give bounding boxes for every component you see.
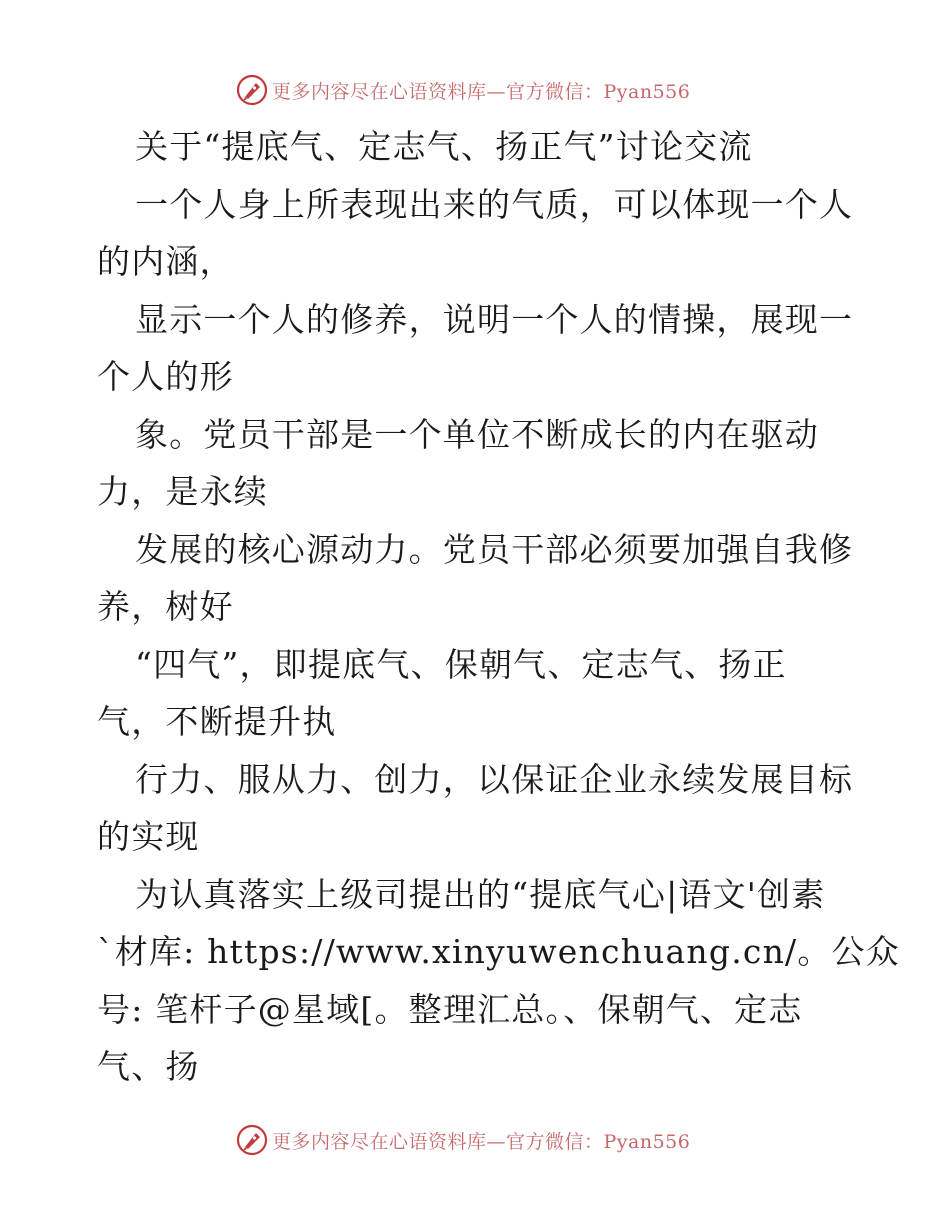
footer-watermark <box>236 1123 690 1157</box>
text-line: 力，是永续 <box>97 472 268 511</box>
text-line: 显示一个人的修养，说明一个人的情操，展现一 <box>135 299 854 339</box>
pen-nib-logo-icon <box>236 1124 268 1156</box>
text-line: 象。党员干部是一个单位不断成长的内在驱动 <box>135 414 819 454</box>
text-line: 一个人身上所表现出来的气质，可以体现一个人 <box>135 184 854 224</box>
header-watermark <box>236 73 690 107</box>
text-line: 的实现 <box>97 817 200 856</box>
text-line: 个人的形 <box>97 357 234 396</box>
watermark-text: 更多内容尽在心语资料库—官方微信：Pyan556 <box>272 80 691 103</box>
document-title: 关于“提底气、定志气、扬正气”讨论交流 <box>135 127 753 166</box>
text-line: 为认真落实上级司提出的“提底气心|语文'创素 <box>135 874 826 914</box>
text-line: 气，不断提升执 <box>97 702 337 741</box>
text-line: 气、扬 <box>97 1047 200 1086</box>
pen-nib-logo-icon <box>236 74 268 106</box>
text-line: `材库: https://www.xinyuwenchuang.cn/。公众 <box>97 932 900 971</box>
text-line: 的内涵， <box>97 242 234 281</box>
text-line: 号: 笔杆子@星域[。整理汇总。、保朝气、定志 <box>97 989 803 1029</box>
text-line: 养，树好 <box>97 587 234 626</box>
text-line: “四气”，即提底气、保朝气、定志气、扬正 <box>135 644 787 684</box>
watermark-text: 更多内容尽在心语资料库—官方微信：Pyan556 <box>272 1130 691 1153</box>
document-body <box>97 118 900 1096</box>
text-line: 发展的核心源动力。党员干部必须要加强自我修 <box>135 529 854 569</box>
text-line: 行力、服从力、创力，以保证企业永续发展目标 <box>135 759 854 799</box>
